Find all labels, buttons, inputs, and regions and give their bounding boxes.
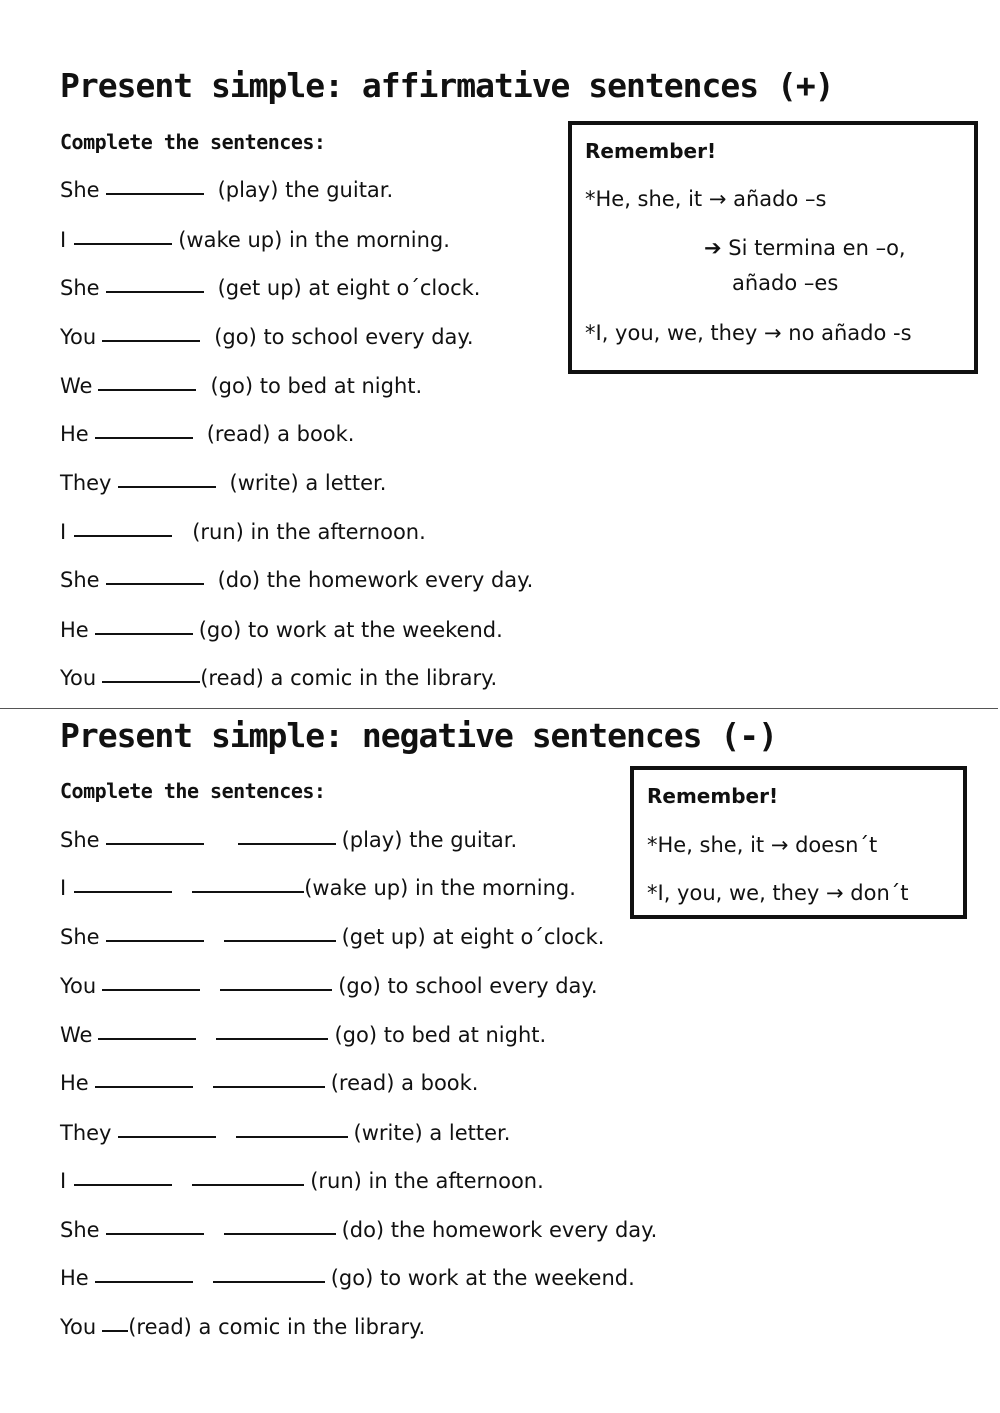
row-subject: He (60, 618, 89, 642)
answer-blank[interactable] (224, 940, 336, 942)
exercise-row (60, 1266, 635, 1290)
row-rest: (wake up) in the morning. (304, 876, 576, 900)
answer-blank[interactable] (95, 437, 193, 439)
row-subject: She (60, 276, 100, 300)
section2-instruction: Complete the sentences: (60, 779, 326, 803)
exercise-row (60, 1121, 510, 1145)
answer-blank[interactable] (192, 1184, 304, 1186)
rule-line: *He, she, it → añado –s (585, 187, 827, 211)
remember-heading: Remember! (585, 139, 717, 163)
exercise-row (60, 618, 503, 642)
answer-blank[interactable] (98, 389, 196, 391)
row-subject: You (60, 666, 97, 690)
row-subject: I (60, 520, 67, 544)
row-rest: (do) the homework every day. (217, 568, 534, 592)
rule-line: *He, she, it → doesn´t (647, 833, 878, 857)
remember-heading: Remember! (647, 784, 779, 808)
answer-blank[interactable] (106, 843, 204, 845)
row-subject: They (60, 1121, 112, 1145)
row-subject: We (60, 1023, 93, 1047)
rule-line: añado –es (732, 271, 839, 295)
rule-line: *I, you, we, they → no añado -s (585, 321, 912, 345)
row-rest: (go) to bed at night. (210, 374, 423, 398)
row-rest: (get up) at eight o´clock. (341, 925, 605, 949)
section1-instruction: Complete the sentences: (60, 130, 326, 154)
exercise-row (60, 471, 386, 495)
answer-blank[interactable] (213, 1086, 325, 1088)
answer-blank[interactable] (102, 681, 200, 683)
row-subject: He (60, 1266, 89, 1290)
row-rest: (go) to school every day. (214, 325, 474, 349)
row-subject: She (60, 828, 100, 852)
row-rest: (go) to work at the weekend. (330, 1266, 635, 1290)
remember-box (630, 766, 967, 919)
row-subject: He (60, 1071, 89, 1095)
answer-blank[interactable] (106, 940, 204, 942)
exercise-row (60, 568, 533, 592)
row-rest: (read) a book. (330, 1071, 479, 1095)
section2-title: Present simple: negative sentences (-) (60, 716, 777, 755)
row-rest: (play) the guitar. (341, 828, 518, 852)
row-subject: She (60, 1218, 100, 1242)
row-subject: She (60, 568, 100, 592)
answer-blank[interactable] (236, 1136, 348, 1138)
rule-line: *I, you, we, they → don´t (647, 881, 909, 905)
row-rest: (read) a comic in the library. (200, 666, 498, 690)
row-rest: (write) a letter. (353, 1121, 511, 1145)
row-subject: You (60, 325, 97, 349)
exercise-row (60, 1023, 546, 1047)
remember-box (568, 121, 978, 374)
answer-blank[interactable] (118, 486, 216, 488)
row-subject: They (60, 471, 112, 495)
exercise-row (60, 828, 517, 852)
answer-blank[interactable] (102, 1330, 128, 1332)
answer-blank[interactable] (106, 291, 204, 293)
exercise-row (60, 1169, 544, 1193)
answer-blank[interactable] (95, 1281, 193, 1283)
row-subject: She (60, 178, 100, 202)
row-rest: (run) in the afternoon. (310, 1169, 544, 1193)
answer-blank[interactable] (98, 1038, 196, 1040)
row-subject: He (60, 422, 89, 446)
row-rest: (get up) at eight o´clock. (217, 276, 481, 300)
exercise-row (60, 876, 576, 900)
row-rest: (run) in the afternoon. (192, 520, 426, 544)
row-subject: You (60, 974, 97, 998)
exercise-row (60, 925, 604, 949)
row-rest: (go) to work at the weekend. (198, 618, 503, 642)
answer-blank[interactable] (74, 891, 172, 893)
row-rest: (wake up) in the morning. (178, 228, 450, 252)
answer-blank[interactable] (95, 633, 193, 635)
exercise-row (60, 374, 422, 398)
exercise-row (60, 422, 354, 446)
answer-blank[interactable] (118, 1136, 216, 1138)
row-subject: You (60, 1315, 97, 1339)
answer-blank[interactable] (224, 1233, 336, 1235)
answer-blank[interactable] (106, 1233, 204, 1235)
section1-title: Present simple: affirmative sentences (+) (60, 66, 834, 105)
exercise-row (60, 1315, 425, 1339)
row-rest: (write) a letter. (229, 471, 387, 495)
row-subject: We (60, 374, 93, 398)
answer-blank[interactable] (102, 989, 200, 991)
row-rest: (do) the homework every day. (341, 1218, 658, 1242)
answer-blank[interactable] (220, 989, 332, 991)
row-rest: (go) to bed at night. (334, 1023, 547, 1047)
row-rest: (play) the guitar. (217, 178, 394, 202)
answer-blank[interactable] (74, 243, 172, 245)
row-subject: I (60, 1169, 67, 1193)
answer-blank[interactable] (216, 1038, 328, 1040)
answer-blank[interactable] (238, 843, 336, 845)
exercise-row (60, 1071, 478, 1095)
answer-blank[interactable] (106, 583, 204, 585)
exercise-row (60, 325, 474, 349)
row-subject: I (60, 876, 67, 900)
exercise-row (60, 520, 426, 544)
answer-blank[interactable] (106, 193, 204, 195)
row-subject: She (60, 925, 100, 949)
answer-blank[interactable] (95, 1086, 193, 1088)
answer-blank[interactable] (192, 891, 304, 893)
row-subject: I (60, 228, 67, 252)
row-rest: (read) a book. (206, 422, 355, 446)
row-rest: (go) to school every day. (338, 974, 598, 998)
exercise-row (60, 1218, 657, 1242)
row-rest: (read) a comic in the library. (128, 1315, 426, 1339)
exercise-row (60, 666, 497, 690)
rule-line: ➔ Si termina en –o, (704, 236, 906, 260)
answer-blank[interactable] (102, 340, 200, 342)
exercise-row (60, 228, 450, 252)
answer-blank[interactable] (74, 1184, 172, 1186)
exercise-row (60, 276, 480, 300)
exercise-row (60, 974, 598, 998)
answer-blank[interactable] (213, 1281, 325, 1283)
answer-blank[interactable] (74, 535, 172, 537)
exercise-row (60, 178, 393, 202)
section-divider (0, 708, 998, 709)
